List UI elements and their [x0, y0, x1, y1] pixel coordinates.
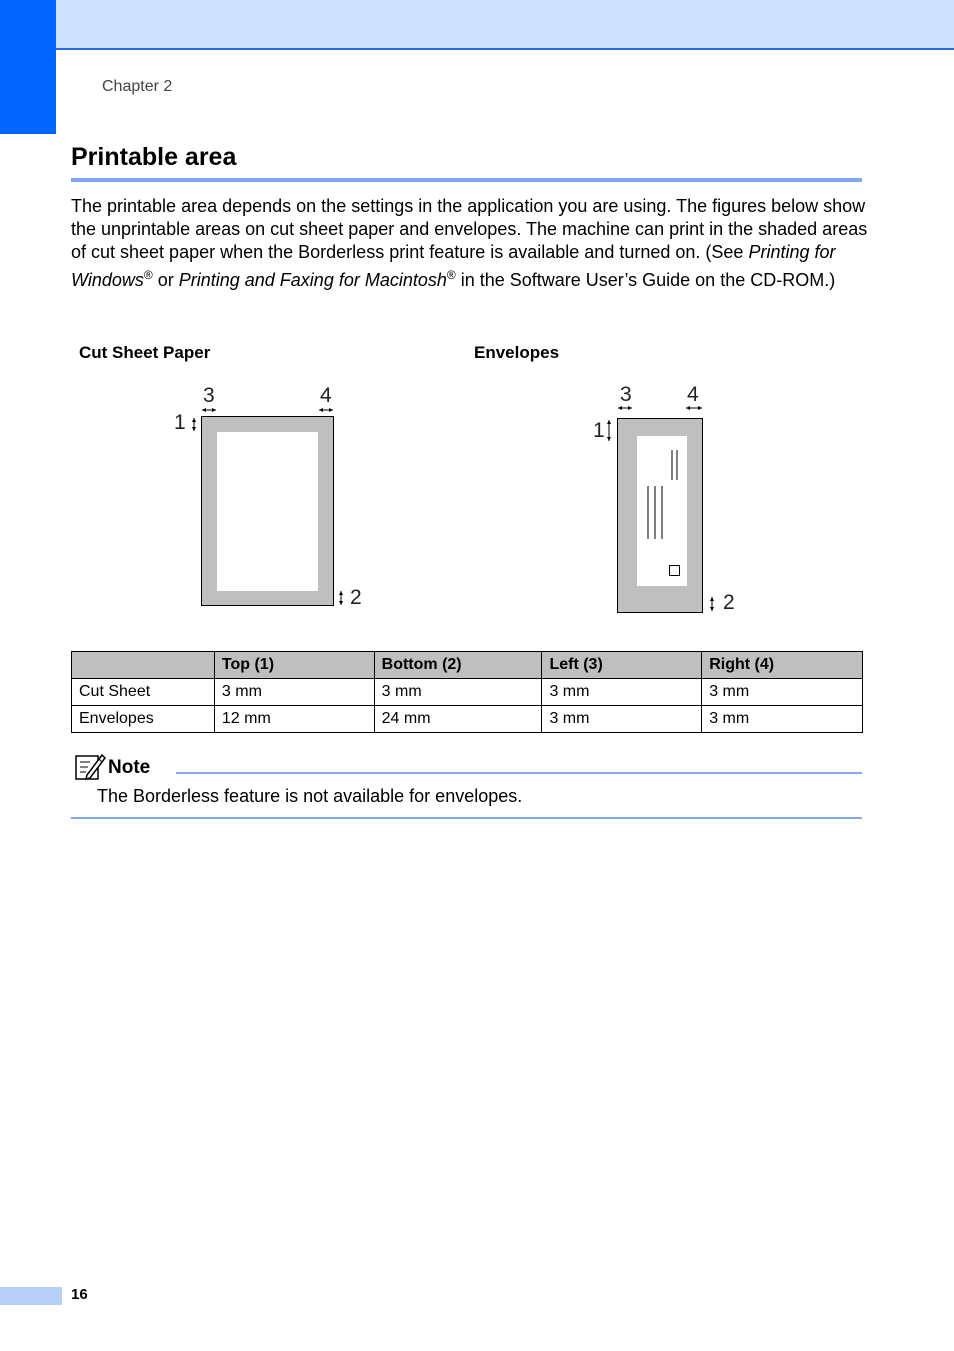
table-cell: Envelopes	[72, 706, 215, 733]
table-cell: 3 mm	[702, 679, 863, 706]
envelopes-label: Envelopes	[474, 343, 560, 362]
table-header-row	[72, 652, 863, 679]
footer-band	[0, 1287, 62, 1305]
table-header-cell: Right (4)	[702, 652, 863, 679]
table-row	[72, 679, 863, 706]
link-printing-windows: Printing for Windows	[71, 242, 836, 290]
chapter-tab	[0, 0, 56, 134]
registered-mark: ®	[143, 268, 153, 282]
table-cell: 3 mm	[542, 706, 702, 733]
cut-sheet-diagram	[170, 380, 380, 620]
table-cell: 3 mm	[702, 706, 863, 733]
table-header-cell: Bottom (2)	[374, 652, 542, 679]
page-title: Printable area	[71, 143, 237, 171]
cut-sheet-num-2: 2	[350, 586, 362, 609]
note-rule	[176, 772, 862, 774]
table-cell: 12 mm	[214, 706, 374, 733]
chapter-label: Chapter 2	[102, 78, 173, 95]
header-band	[56, 0, 954, 50]
margins-table	[71, 651, 863, 733]
cut-sheet-label: Cut Sheet Paper	[79, 343, 211, 362]
table-cell: 3 mm	[542, 679, 702, 706]
registered-mark: ®	[446, 268, 456, 282]
table-cell: 24 mm	[374, 706, 542, 733]
intro-paragraph	[71, 195, 871, 292]
table-cell: Cut Sheet	[72, 679, 215, 706]
table-cell: 3 mm	[214, 679, 374, 706]
cut-sheet-figure	[170, 380, 380, 620]
intro-tail: in the Software User’s Guide on the CD-ROM.)	[455, 270, 836, 290]
table-row	[72, 706, 863, 733]
envelope-num-2: 2	[723, 591, 735, 614]
intro-or: or	[152, 270, 179, 290]
envelope-num-4: 4	[687, 383, 699, 406]
note-text: The Borderless feature is not available for envelopes.	[97, 786, 523, 806]
envelope-figure	[585, 380, 755, 620]
cut-sheet-num-4: 4	[320, 384, 332, 407]
link-printing-mac: Printing and Faxing for Macintosh	[178, 270, 447, 290]
page-number: 16	[71, 1286, 88, 1303]
note-title: Note	[108, 757, 151, 778]
envelope-diagram	[585, 380, 755, 620]
note-pencil-icon	[74, 752, 106, 787]
table-cell: 3 mm	[374, 679, 542, 706]
intro-text: The printable area depends on the settings in the application you are using. The figures below show the unprintable areas on cut sheet paper and envelopes. The machine can print in the shaded areas of cut sheet paper when the Borderless print feature is available and turned on.	[71, 196, 868, 262]
table-header-cell: Left (3)	[542, 652, 702, 679]
intro-see: (See	[705, 242, 749, 262]
cut-sheet-num-3: 3	[203, 384, 215, 407]
envelope-num-1: 1	[593, 419, 605, 442]
table-header-cell: Top (1)	[214, 652, 374, 679]
table-header-cell	[72, 652, 215, 679]
note-rule	[71, 817, 862, 819]
cut-sheet-num-1: 1	[174, 411, 186, 434]
envelope-num-3: 3	[620, 383, 632, 406]
title-rule	[71, 178, 862, 182]
